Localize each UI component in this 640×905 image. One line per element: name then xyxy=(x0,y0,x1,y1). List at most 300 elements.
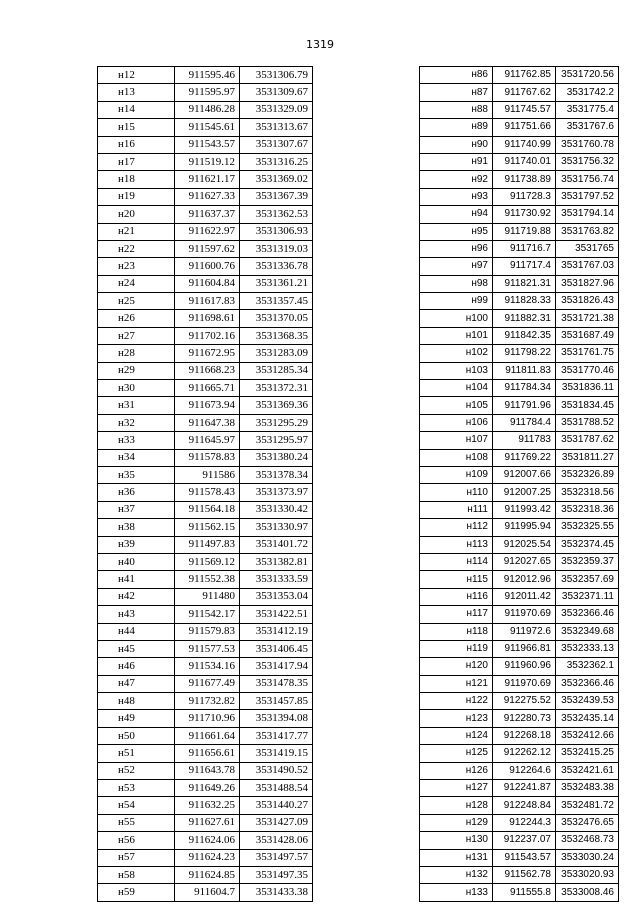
point-id-cell: н87 xyxy=(420,84,493,101)
y-coordinate-cell: 3531369.36 xyxy=(240,397,313,414)
point-id-cell: н111 xyxy=(420,501,493,518)
y-coordinate-cell: 3531687.49 xyxy=(556,327,619,344)
x-coordinate-cell: 912237.07 xyxy=(493,832,556,849)
x-coordinate-cell: 911545.61 xyxy=(175,119,240,136)
x-coordinate-cell: 911842.35 xyxy=(493,327,556,344)
table-row xyxy=(98,258,313,275)
point-id-cell: н40 xyxy=(98,553,175,570)
point-id-cell: н22 xyxy=(98,240,175,257)
y-coordinate-cell: 3531457.85 xyxy=(240,693,313,710)
point-id-cell: н110 xyxy=(420,484,493,501)
x-coordinate-cell: 911751.66 xyxy=(493,119,556,136)
point-id-cell: н106 xyxy=(420,414,493,431)
table-row xyxy=(98,501,313,518)
point-id-cell: н103 xyxy=(420,362,493,379)
point-id-cell: н97 xyxy=(420,258,493,275)
y-coordinate-cell: 3532349.68 xyxy=(556,623,619,640)
table-row xyxy=(98,67,313,84)
x-coordinate-cell: 911665.71 xyxy=(175,380,240,397)
point-id-cell: н95 xyxy=(420,223,493,240)
x-coordinate-cell: 911710.96 xyxy=(175,710,240,727)
x-coordinate-cell: 911480 xyxy=(175,588,240,605)
y-coordinate-cell: 3531721.38 xyxy=(556,310,619,327)
x-coordinate-cell: 911621.17 xyxy=(175,171,240,188)
x-coordinate-cell: 911562.15 xyxy=(175,519,240,536)
point-id-cell: н92 xyxy=(420,171,493,188)
point-id-cell: н37 xyxy=(98,501,175,518)
x-coordinate-cell: 911740.99 xyxy=(493,136,556,153)
x-coordinate-cell: 911783 xyxy=(493,432,556,449)
x-coordinate-cell: 912025.54 xyxy=(493,536,556,553)
page-number: 1319 xyxy=(306,38,334,51)
table-row xyxy=(420,345,619,362)
right-table-body xyxy=(420,67,619,902)
x-coordinate-cell: 912264.6 xyxy=(493,762,556,779)
y-coordinate-cell: 3531394.08 xyxy=(240,710,313,727)
table-row xyxy=(420,397,619,414)
x-coordinate-cell: 911716.7 xyxy=(493,240,556,257)
point-id-cell: н33 xyxy=(98,432,175,449)
y-coordinate-cell: 3531401.72 xyxy=(240,536,313,553)
x-coordinate-cell: 911673.94 xyxy=(175,397,240,414)
y-coordinate-cell: 3532359.37 xyxy=(556,553,619,570)
x-coordinate-cell: 911579.83 xyxy=(175,623,240,640)
table-row xyxy=(98,327,313,344)
table-row xyxy=(98,380,313,397)
y-coordinate-cell: 3532421.61 xyxy=(556,762,619,779)
y-coordinate-cell: 3531412.19 xyxy=(240,623,313,640)
x-coordinate-cell: 912012.96 xyxy=(493,571,556,588)
x-coordinate-cell: 911543.57 xyxy=(493,849,556,866)
point-id-cell: н47 xyxy=(98,675,175,692)
y-coordinate-cell: 3532415.25 xyxy=(556,745,619,762)
y-coordinate-cell: 3531497.35 xyxy=(240,866,313,883)
point-id-cell: н13 xyxy=(98,84,175,101)
x-coordinate-cell: 911970.69 xyxy=(493,606,556,623)
point-id-cell: н115 xyxy=(420,571,493,588)
table-row xyxy=(98,362,313,379)
y-coordinate-cell: 3531797.52 xyxy=(556,188,619,205)
point-id-cell: н43 xyxy=(98,606,175,623)
point-id-cell: н112 xyxy=(420,519,493,536)
table-row xyxy=(420,849,619,866)
table-row xyxy=(98,727,313,744)
x-coordinate-cell: 911762.85 xyxy=(493,67,556,84)
point-id-cell: н123 xyxy=(420,710,493,727)
x-coordinate-cell: 912244.3 xyxy=(493,814,556,831)
point-id-cell: н29 xyxy=(98,362,175,379)
table-row xyxy=(98,240,313,257)
table-row xyxy=(98,84,313,101)
point-id-cell: н124 xyxy=(420,727,493,744)
x-coordinate-cell: 911624.85 xyxy=(175,866,240,883)
point-id-cell: н91 xyxy=(420,153,493,170)
point-id-cell: н18 xyxy=(98,171,175,188)
x-coordinate-cell: 911784.34 xyxy=(493,380,556,397)
table-row xyxy=(98,414,313,431)
y-coordinate-cell: 3531369.02 xyxy=(240,171,313,188)
table-row xyxy=(420,762,619,779)
y-coordinate-cell: 3531433.38 xyxy=(240,884,313,901)
y-coordinate-cell: 3533008.46 xyxy=(556,884,619,901)
table-row xyxy=(420,519,619,536)
table-row xyxy=(98,519,313,536)
point-id-cell: н20 xyxy=(98,206,175,223)
x-coordinate-cell: 911577.53 xyxy=(175,640,240,657)
y-coordinate-cell: 3532439.53 xyxy=(556,693,619,710)
point-id-cell: н109 xyxy=(420,466,493,483)
table-row xyxy=(98,293,313,310)
x-coordinate-cell: 911595.46 xyxy=(175,67,240,84)
point-id-cell: н116 xyxy=(420,588,493,605)
point-id-cell: н12 xyxy=(98,67,175,84)
point-id-cell: н50 xyxy=(98,727,175,744)
x-coordinate-cell: 911622.97 xyxy=(175,223,240,240)
table-row xyxy=(420,275,619,292)
point-id-cell: н54 xyxy=(98,797,175,814)
y-coordinate-cell: 3531309.67 xyxy=(240,84,313,101)
point-id-cell: н26 xyxy=(98,310,175,327)
y-coordinate-cell: 3531811.27 xyxy=(556,449,619,466)
y-coordinate-cell: 3533030.24 xyxy=(556,849,619,866)
x-coordinate-cell: 911719.88 xyxy=(493,223,556,240)
y-coordinate-cell: 3531306.93 xyxy=(240,223,313,240)
y-coordinate-cell: 3531788.52 xyxy=(556,414,619,431)
point-id-cell: н52 xyxy=(98,762,175,779)
x-coordinate-cell: 911604.84 xyxy=(175,275,240,292)
x-coordinate-cell: 911972.6 xyxy=(493,623,556,640)
point-id-cell: н34 xyxy=(98,449,175,466)
point-id-cell: н93 xyxy=(420,188,493,205)
table-row xyxy=(420,101,619,118)
y-coordinate-cell: 3532483.38 xyxy=(556,780,619,797)
table-row xyxy=(420,710,619,727)
y-coordinate-cell: 3531380.24 xyxy=(240,449,313,466)
y-coordinate-cell: 3532362.1 xyxy=(556,658,619,675)
table-row xyxy=(98,449,313,466)
y-coordinate-cell: 3531770.46 xyxy=(556,362,619,379)
y-coordinate-cell: 3531306.79 xyxy=(240,67,313,84)
table-row xyxy=(420,832,619,849)
y-coordinate-cell: 3531368.35 xyxy=(240,327,313,344)
y-coordinate-cell: 3531313.67 xyxy=(240,119,313,136)
table-row xyxy=(98,536,313,553)
right-coordinates-table xyxy=(419,66,619,902)
point-id-cell: н114 xyxy=(420,553,493,570)
y-coordinate-cell: 3532374.45 xyxy=(556,536,619,553)
y-coordinate-cell: 3531330.42 xyxy=(240,501,313,518)
point-id-cell: н14 xyxy=(98,101,175,118)
point-id-cell: н120 xyxy=(420,658,493,675)
table-row xyxy=(420,536,619,553)
x-coordinate-cell: 911645.97 xyxy=(175,432,240,449)
x-coordinate-cell: 911738.89 xyxy=(493,171,556,188)
y-coordinate-cell: 3531329.09 xyxy=(240,101,313,118)
x-coordinate-cell: 911717.4 xyxy=(493,258,556,275)
y-coordinate-cell: 3532366.46 xyxy=(556,675,619,692)
x-coordinate-cell: 911632.25 xyxy=(175,797,240,814)
left-coordinates-table xyxy=(97,66,313,902)
x-coordinate-cell: 911586 xyxy=(175,466,240,483)
y-coordinate-cell: 3531440.27 xyxy=(240,797,313,814)
x-coordinate-cell: 911617.83 xyxy=(175,293,240,310)
x-coordinate-cell: 911542.17 xyxy=(175,606,240,623)
point-id-cell: н46 xyxy=(98,658,175,675)
point-id-cell: н132 xyxy=(420,866,493,883)
x-coordinate-cell: 911562.78 xyxy=(493,866,556,883)
point-id-cell: н88 xyxy=(420,101,493,118)
point-id-cell: н119 xyxy=(420,640,493,657)
y-coordinate-cell: 3532468.73 xyxy=(556,832,619,849)
table-row xyxy=(420,67,619,84)
x-coordinate-cell: 911564.18 xyxy=(175,501,240,518)
table-row xyxy=(420,571,619,588)
table-row xyxy=(98,466,313,483)
point-id-cell: н56 xyxy=(98,832,175,849)
x-coordinate-cell: 911821.31 xyxy=(493,275,556,292)
table-row xyxy=(420,693,619,710)
point-id-cell: н94 xyxy=(420,206,493,223)
y-coordinate-cell: 3531378.34 xyxy=(240,466,313,483)
table-row xyxy=(98,780,313,797)
x-coordinate-cell: 911745.57 xyxy=(493,101,556,118)
x-coordinate-cell: 911597.62 xyxy=(175,240,240,257)
y-coordinate-cell: 3531353.04 xyxy=(240,588,313,605)
point-id-cell: н17 xyxy=(98,153,175,170)
table-row xyxy=(98,797,313,814)
table-row xyxy=(420,797,619,814)
table-row xyxy=(98,553,313,570)
x-coordinate-cell: 911970.69 xyxy=(493,675,556,692)
point-id-cell: н42 xyxy=(98,588,175,605)
point-id-cell: н98 xyxy=(420,275,493,292)
table-row xyxy=(98,762,313,779)
point-id-cell: н108 xyxy=(420,449,493,466)
table-row xyxy=(420,814,619,831)
x-coordinate-cell: 911993.42 xyxy=(493,501,556,518)
table-row xyxy=(98,658,313,675)
table-row xyxy=(420,745,619,762)
x-coordinate-cell: 911811.83 xyxy=(493,362,556,379)
table-row xyxy=(98,814,313,831)
y-coordinate-cell: 3531406.45 xyxy=(240,640,313,657)
point-id-cell: н23 xyxy=(98,258,175,275)
y-coordinate-cell: 3531428.06 xyxy=(240,832,313,849)
x-coordinate-cell: 911698.61 xyxy=(175,310,240,327)
y-coordinate-cell: 3531370.05 xyxy=(240,310,313,327)
x-coordinate-cell: 911627.33 xyxy=(175,188,240,205)
x-coordinate-cell: 911649.26 xyxy=(175,780,240,797)
y-coordinate-cell: 3531787.62 xyxy=(556,432,619,449)
table-row xyxy=(420,362,619,379)
x-coordinate-cell: 912280.73 xyxy=(493,710,556,727)
table-row xyxy=(98,623,313,640)
point-id-cell: н19 xyxy=(98,188,175,205)
y-coordinate-cell: 3531720.56 xyxy=(556,67,619,84)
y-coordinate-cell: 3532481.72 xyxy=(556,797,619,814)
x-coordinate-cell: 912027.65 xyxy=(493,553,556,570)
point-id-cell: н101 xyxy=(420,327,493,344)
table-row xyxy=(420,119,619,136)
point-id-cell: н99 xyxy=(420,293,493,310)
point-id-cell: н21 xyxy=(98,223,175,240)
y-coordinate-cell: 3531333.59 xyxy=(240,571,313,588)
point-id-cell: н118 xyxy=(420,623,493,640)
point-id-cell: н128 xyxy=(420,797,493,814)
x-coordinate-cell: 911534.16 xyxy=(175,658,240,675)
y-coordinate-cell: 3531295.97 xyxy=(240,432,313,449)
table-row xyxy=(98,432,313,449)
y-coordinate-cell: 3531283.09 xyxy=(240,345,313,362)
x-coordinate-cell: 911728.3 xyxy=(493,188,556,205)
point-id-cell: н122 xyxy=(420,693,493,710)
point-id-cell: н125 xyxy=(420,745,493,762)
x-coordinate-cell: 911656.61 xyxy=(175,745,240,762)
table-row xyxy=(420,449,619,466)
table-row xyxy=(420,327,619,344)
point-id-cell: н129 xyxy=(420,814,493,831)
point-id-cell: н130 xyxy=(420,832,493,849)
x-coordinate-cell: 911966.81 xyxy=(493,640,556,657)
point-id-cell: н126 xyxy=(420,762,493,779)
y-coordinate-cell: 3532412.66 xyxy=(556,727,619,744)
point-id-cell: н27 xyxy=(98,327,175,344)
table-row xyxy=(98,571,313,588)
y-coordinate-cell: 3532325.55 xyxy=(556,519,619,536)
x-coordinate-cell: 911624.23 xyxy=(175,849,240,866)
point-id-cell: н49 xyxy=(98,710,175,727)
x-coordinate-cell: 912241.87 xyxy=(493,780,556,797)
x-coordinate-cell: 911882.31 xyxy=(493,310,556,327)
point-id-cell: н133 xyxy=(420,884,493,901)
table-row xyxy=(420,206,619,223)
point-id-cell: н44 xyxy=(98,623,175,640)
table-row xyxy=(420,484,619,501)
x-coordinate-cell: 912007.66 xyxy=(493,466,556,483)
y-coordinate-cell: 3531285.34 xyxy=(240,362,313,379)
table-row xyxy=(420,153,619,170)
point-id-cell: н100 xyxy=(420,310,493,327)
x-coordinate-cell: 911798.22 xyxy=(493,345,556,362)
table-row xyxy=(420,588,619,605)
table-row xyxy=(98,640,313,657)
table-row xyxy=(98,693,313,710)
table-row xyxy=(420,84,619,101)
table-row xyxy=(98,606,313,623)
point-id-cell: н86 xyxy=(420,67,493,84)
x-coordinate-cell: 912268.18 xyxy=(493,727,556,744)
table-row xyxy=(98,345,313,362)
point-id-cell: н131 xyxy=(420,849,493,866)
x-coordinate-cell: 912007.25 xyxy=(493,484,556,501)
point-id-cell: н53 xyxy=(98,780,175,797)
point-id-cell: н127 xyxy=(420,780,493,797)
y-coordinate-cell: 3531336.78 xyxy=(240,258,313,275)
x-coordinate-cell: 911643.78 xyxy=(175,762,240,779)
table-row xyxy=(420,258,619,275)
x-coordinate-cell: 911497.83 xyxy=(175,536,240,553)
x-coordinate-cell: 911732.82 xyxy=(175,693,240,710)
y-coordinate-cell: 3531756.74 xyxy=(556,171,619,188)
y-coordinate-cell: 3531362.53 xyxy=(240,206,313,223)
x-coordinate-cell: 911578.43 xyxy=(175,484,240,501)
y-coordinate-cell: 3532326.89 xyxy=(556,466,619,483)
point-id-cell: н48 xyxy=(98,693,175,710)
table-row xyxy=(98,588,313,605)
table-row xyxy=(98,397,313,414)
point-id-cell: н32 xyxy=(98,414,175,431)
point-id-cell: н28 xyxy=(98,345,175,362)
y-coordinate-cell: 3531330.97 xyxy=(240,519,313,536)
point-id-cell: н36 xyxy=(98,484,175,501)
table-row xyxy=(98,206,313,223)
table-row xyxy=(420,171,619,188)
x-coordinate-cell: 911552.38 xyxy=(175,571,240,588)
y-coordinate-cell: 3531361.21 xyxy=(240,275,313,292)
table-row xyxy=(420,623,619,640)
point-id-cell: н35 xyxy=(98,466,175,483)
y-coordinate-cell: 3531357.45 xyxy=(240,293,313,310)
table-row xyxy=(420,310,619,327)
y-coordinate-cell: 3531827.96 xyxy=(556,275,619,292)
table-row xyxy=(420,136,619,153)
y-coordinate-cell: 3531761.75 xyxy=(556,345,619,362)
y-coordinate-cell: 3531767.03 xyxy=(556,258,619,275)
table-row xyxy=(420,658,619,675)
y-coordinate-cell: 3531478.35 xyxy=(240,675,313,692)
table-row xyxy=(98,710,313,727)
point-id-cell: н113 xyxy=(420,536,493,553)
point-id-cell: н15 xyxy=(98,119,175,136)
x-coordinate-cell: 911595.97 xyxy=(175,84,240,101)
table-row xyxy=(98,153,313,170)
table-row xyxy=(98,866,313,883)
point-id-cell: н90 xyxy=(420,136,493,153)
y-coordinate-cell: 3531767.6 xyxy=(556,119,619,136)
x-coordinate-cell: 911995.94 xyxy=(493,519,556,536)
point-id-cell: н24 xyxy=(98,275,175,292)
y-coordinate-cell: 3532366.46 xyxy=(556,606,619,623)
y-coordinate-cell: 3532333.13 xyxy=(556,640,619,657)
x-coordinate-cell: 911828.33 xyxy=(493,293,556,310)
table-row xyxy=(98,675,313,692)
table-row xyxy=(420,553,619,570)
x-coordinate-cell: 911767.62 xyxy=(493,84,556,101)
y-coordinate-cell: 3532435.14 xyxy=(556,710,619,727)
y-coordinate-cell: 3531497.57 xyxy=(240,849,313,866)
x-coordinate-cell: 911668.23 xyxy=(175,362,240,379)
table-row xyxy=(98,136,313,153)
y-coordinate-cell: 3531794.14 xyxy=(556,206,619,223)
y-coordinate-cell: 3532318.56 xyxy=(556,484,619,501)
y-coordinate-cell: 3532318.36 xyxy=(556,501,619,518)
point-id-cell: н39 xyxy=(98,536,175,553)
x-coordinate-cell: 912275.52 xyxy=(493,693,556,710)
table-row xyxy=(420,466,619,483)
y-coordinate-cell: 3531834.45 xyxy=(556,397,619,414)
table-row xyxy=(420,223,619,240)
y-coordinate-cell: 3531763.82 xyxy=(556,223,619,240)
x-coordinate-cell: 911543.57 xyxy=(175,136,240,153)
y-coordinate-cell: 3531319.03 xyxy=(240,240,313,257)
y-coordinate-cell: 3531417.94 xyxy=(240,658,313,675)
x-coordinate-cell: 911604.7 xyxy=(175,884,240,901)
y-coordinate-cell: 3531488.54 xyxy=(240,780,313,797)
y-coordinate-cell: 3531372.31 xyxy=(240,380,313,397)
point-id-cell: н58 xyxy=(98,866,175,883)
x-coordinate-cell: 911784.4 xyxy=(493,414,556,431)
table-row xyxy=(98,119,313,136)
